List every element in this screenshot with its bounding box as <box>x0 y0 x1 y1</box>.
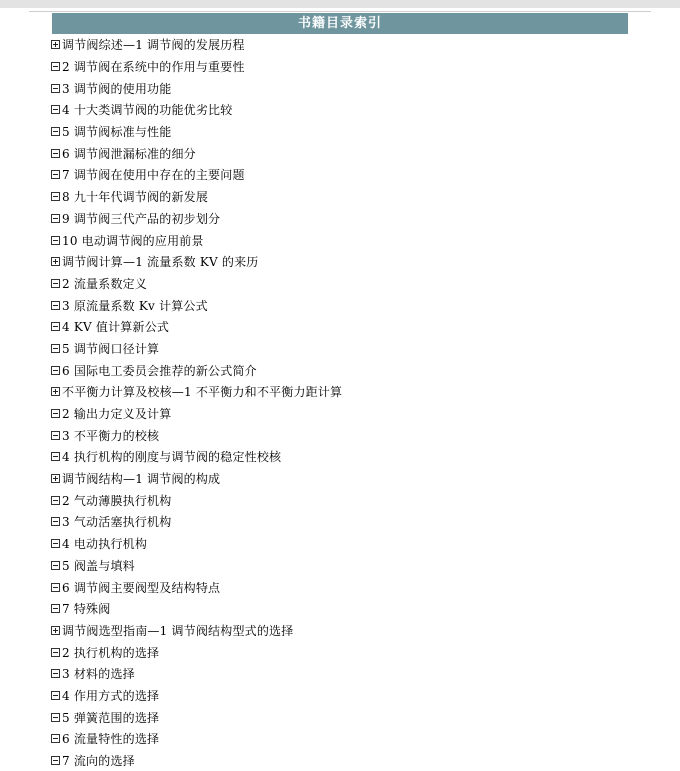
toc-section-item[interactable] <box>51 489 651 511</box>
toc-chapter-item[interactable] <box>51 620 651 642</box>
toc-item-label[interactable]: 3 不平衡力的校核 <box>62 428 160 443</box>
toc-section-item[interactable] <box>51 533 651 555</box>
toc-item-label[interactable]: 3 调节阀的使用功能 <box>62 81 172 96</box>
toc-section-item[interactable] <box>51 56 651 78</box>
toc-section-item[interactable] <box>51 164 651 186</box>
toc-item-label[interactable]: 4 执行机构的刚度与调节阀的稳定性校核 <box>62 450 282 465</box>
toc-section-item[interactable] <box>51 511 651 533</box>
expand-plus-icon[interactable] <box>51 387 60 396</box>
collapse-minus-icon[interactable] <box>51 604 60 613</box>
toc-item-label[interactable]: 4 电动执行机构 <box>62 537 148 552</box>
collapse-minus-icon[interactable] <box>51 84 60 93</box>
toc-section-item[interactable] <box>51 338 651 360</box>
collapse-minus-icon[interactable] <box>51 431 60 440</box>
table-of-contents <box>51 34 651 771</box>
toc-item-label[interactable]: 调节阀计算—1 流量系数 KV 的来历 <box>62 255 259 270</box>
toc-chapter-item[interactable] <box>51 381 651 403</box>
toc-section-item[interactable] <box>51 403 651 425</box>
toc-section-item[interactable] <box>51 359 651 381</box>
toc-section-item[interactable] <box>51 576 651 598</box>
collapse-minus-icon[interactable] <box>51 62 60 71</box>
top-toolbar-band <box>0 0 680 8</box>
toc-item-label[interactable]: 7 特殊阀 <box>62 602 111 617</box>
toc-item-label[interactable]: 2 调节阀在系统中的作用与重要性 <box>62 60 245 75</box>
toc-item-label[interactable]: 9 调节阀三代产品的初步划分 <box>62 211 221 226</box>
toc-chapter-item[interactable] <box>51 34 651 56</box>
collapse-minus-icon[interactable] <box>51 105 60 114</box>
toc-section-item[interactable] <box>51 229 651 251</box>
toc-item-label[interactable]: 2 气动薄膜执行机构 <box>62 493 172 508</box>
toc-item-label[interactable]: 2 流量系数定义 <box>62 276 148 291</box>
collapse-minus-icon[interactable] <box>51 192 60 201</box>
page-top-rule <box>29 11 651 12</box>
toc-item-label[interactable]: 4 十大类调节阀的功能优劣比较 <box>62 103 233 118</box>
toc-section-item[interactable] <box>51 77 651 99</box>
expand-plus-icon[interactable] <box>51 626 60 635</box>
collapse-minus-icon[interactable] <box>51 149 60 158</box>
toc-section-item[interactable] <box>51 598 651 620</box>
toc-section-item[interactable] <box>51 142 651 164</box>
collapse-minus-icon[interactable] <box>51 344 60 353</box>
collapse-minus-icon[interactable] <box>51 322 60 331</box>
collapse-minus-icon[interactable] <box>51 734 60 743</box>
toc-section-item[interactable] <box>51 685 651 707</box>
collapse-minus-icon[interactable] <box>51 648 60 657</box>
toc-section-item[interactable] <box>51 750 651 771</box>
toc-section-item[interactable] <box>51 446 651 468</box>
toc-item-label[interactable]: 7 流向的选择 <box>62 754 135 769</box>
toc-section-item[interactable] <box>51 273 651 295</box>
toc-section-item[interactable] <box>51 641 651 663</box>
toc-section-item[interactable] <box>51 663 651 685</box>
collapse-minus-icon[interactable] <box>51 279 60 288</box>
page-title: 书籍目录索引 <box>52 13 628 34</box>
toc-section-item[interactable] <box>51 208 651 230</box>
toc-item-label[interactable]: 8 九十年代调节阀的新发展 <box>62 190 209 205</box>
toc-item-label[interactable]: 6 调节阀泄漏标准的细分 <box>62 146 196 161</box>
collapse-minus-icon[interactable] <box>51 366 60 375</box>
toc-item-label[interactable]: 调节阀结构—1 调节阀的构成 <box>62 472 221 487</box>
expand-plus-icon[interactable] <box>51 474 60 483</box>
collapse-minus-icon[interactable] <box>51 583 60 592</box>
toc-section-item[interactable] <box>51 424 651 446</box>
toc-chapter-item[interactable] <box>51 251 651 273</box>
toc-section-item[interactable] <box>51 316 651 338</box>
toc-item-label[interactable]: 3 原流量系数 Kv 计算公式 <box>62 298 208 313</box>
collapse-minus-icon[interactable] <box>51 170 60 179</box>
toc-item-label[interactable]: 4 KV 值计算新公式 <box>62 320 170 335</box>
toc-item-label[interactable]: 5 阀盖与填料 <box>62 558 135 573</box>
toc-section-item[interactable] <box>51 121 651 143</box>
toc-item-label[interactable]: 调节阀综述—1 调节阀的发展历程 <box>62 38 245 53</box>
toc-item-label[interactable]: 10 电动调节阀的应用前景 <box>62 233 204 248</box>
toc-section-item[interactable] <box>51 728 651 750</box>
toc-item-label[interactable]: 2 输出力定义及计算 <box>62 407 172 422</box>
collapse-minus-icon[interactable] <box>51 756 60 765</box>
collapse-minus-icon[interactable] <box>51 127 60 136</box>
toc-section-item[interactable] <box>51 555 651 577</box>
toc-item-label[interactable]: 5 调节阀标准与性能 <box>62 125 172 140</box>
collapse-minus-icon[interactable] <box>51 669 60 678</box>
collapse-minus-icon[interactable] <box>51 496 60 505</box>
toc-item-label[interactable]: 2 执行机构的选择 <box>62 645 160 660</box>
collapse-minus-icon[interactable] <box>51 713 60 722</box>
toc-item-label[interactable]: 调节阀选型指南—1 调节阀结构型式的选择 <box>62 623 294 638</box>
collapse-minus-icon[interactable] <box>51 301 60 310</box>
toc-section-item[interactable] <box>51 706 651 728</box>
toc-item-label[interactable]: 3 气动活塞执行机构 <box>62 515 172 530</box>
collapse-minus-icon[interactable] <box>51 409 60 418</box>
toc-section-item[interactable] <box>51 294 651 316</box>
toc-item-label[interactable]: 3 材料的选择 <box>62 667 135 682</box>
toc-item-label[interactable]: 不平衡力计算及校核—1 不平衡力和不平衡力距计算 <box>62 385 343 400</box>
toc-item-label[interactable]: 6 流量特性的选择 <box>62 732 160 747</box>
collapse-minus-icon[interactable] <box>51 517 60 526</box>
toc-item-label[interactable]: 7 调节阀在使用中存在的主要问题 <box>62 168 245 183</box>
toc-item-label[interactable]: 5 弹簧范围的选择 <box>62 710 160 725</box>
toc-section-item[interactable] <box>51 186 651 208</box>
collapse-minus-icon[interactable] <box>51 691 60 700</box>
toc-item-label[interactable]: 4 作用方式的选择 <box>62 688 160 703</box>
toc-chapter-item[interactable] <box>51 468 651 490</box>
collapse-minus-icon[interactable] <box>51 236 60 245</box>
toc-item-label[interactable]: 5 调节阀口径计算 <box>62 341 160 356</box>
expand-plus-icon[interactable] <box>51 40 60 49</box>
toc-item-label[interactable]: 6 调节阀主要阀型及结构特点 <box>62 580 221 595</box>
toc-section-item[interactable] <box>51 99 651 121</box>
expand-plus-icon[interactable] <box>51 257 60 266</box>
collapse-minus-icon[interactable] <box>51 452 60 461</box>
toc-item-label[interactable]: 6 国际电工委员会推荐的新公式简介 <box>62 363 257 378</box>
collapse-minus-icon[interactable] <box>51 214 60 223</box>
collapse-minus-icon[interactable] <box>51 561 60 570</box>
collapse-minus-icon[interactable] <box>51 539 60 548</box>
